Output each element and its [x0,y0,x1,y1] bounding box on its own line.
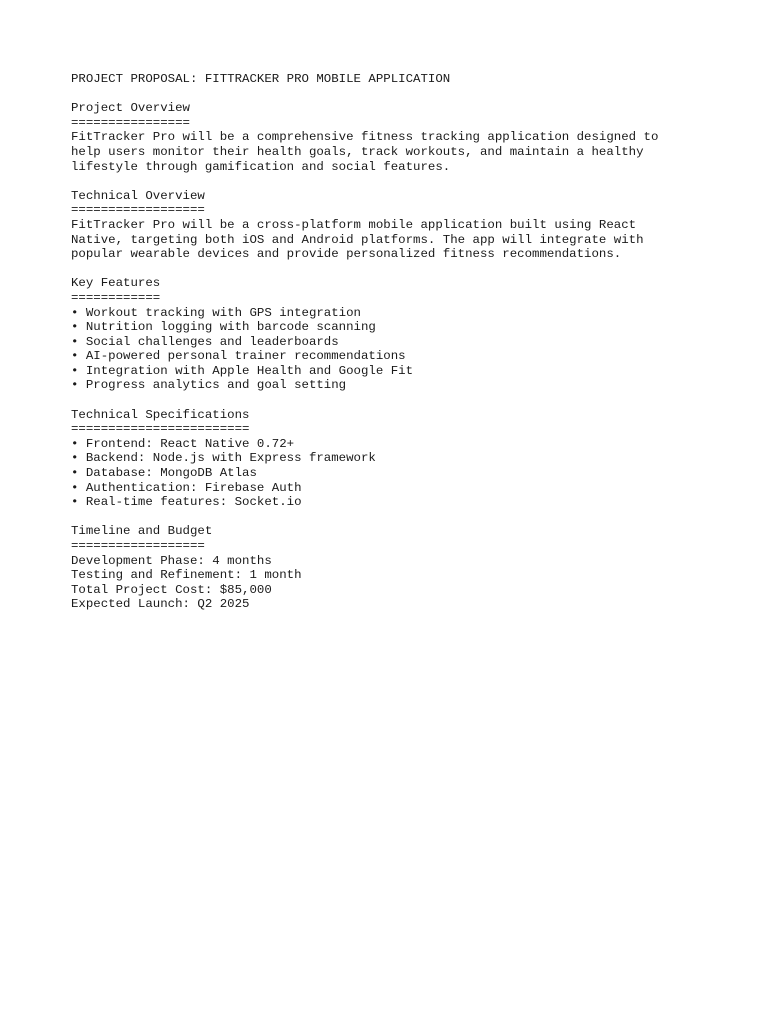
section-heading: Key Features [71,276,161,291]
spacer [71,174,728,189]
list-item: • Authentication: Firebase Auth [71,480,302,495]
section-project-overview [71,101,728,174]
paragraph-line: popular wearable devices and provide personalized fitness recommendations. [71,247,622,262]
list-item: • Workout tracking with GPS integration [71,305,361,320]
list-item: • AI-powered personal trainer recommendations [71,349,406,364]
section-underline: ================== [71,203,205,218]
list-item: • Real-time features: Socket.io [71,495,302,510]
section-underline: ================ [71,115,190,130]
section-heading: Timeline and Budget [71,524,213,539]
section-timeline-and-budget [71,524,728,612]
list-item: • Backend: Node.js with Express framework [71,451,376,466]
paragraph-line: FitTracker Pro will be a cross-platform mobile application built using React [71,217,637,232]
section-technical-specifications [71,408,728,510]
section-underline: ============ [71,290,161,305]
list-item: • Progress analytics and goal setting [71,378,347,393]
list-item: • Social challenges and leaderboards [71,334,339,349]
section-heading: Technical Specifications [71,407,250,422]
paragraph-line: Total Project Cost: $85,000 [71,582,272,597]
paragraph-line: help users monitor their health goals, track workouts, and maintain a healthy [71,144,644,159]
section-heading: Technical Overview [71,188,205,203]
section-heading: Project Overview [71,101,190,116]
list-item: • Nutrition logging with barcode scanning [71,320,376,335]
paragraph-line: Native, targeting both iOS and Android platforms. The app will integrate with [71,232,644,247]
list-item: • Frontend: React Native 0.72+ [71,436,295,451]
spacer [71,87,728,102]
list-item: • Database: MongoDB Atlas [71,466,257,481]
section-underline: ======================== [71,422,250,437]
section-technical-overview [71,189,728,262]
paragraph-line: lifestyle through gamification and social features. [71,159,451,174]
paragraph-line: Expected Launch: Q2 2025 [71,597,250,612]
spacer [71,510,728,525]
spacer [71,262,728,277]
list-item: • Integration with Apple Health and Google Fit [71,363,414,378]
spacer [71,393,728,408]
document-title: PROJECT PROPOSAL: FITTRACKER PRO MOBILE APPLICATION [71,72,451,86]
paragraph-line: Testing and Refinement: 1 month [71,568,302,583]
section-key-features [71,276,728,393]
paragraph-line: FitTracker Pro will be a comprehensive fitness tracking application designed to [71,130,659,145]
paragraph-line: Development Phase: 4 months [71,553,272,568]
section-underline: ================== [71,539,205,553]
